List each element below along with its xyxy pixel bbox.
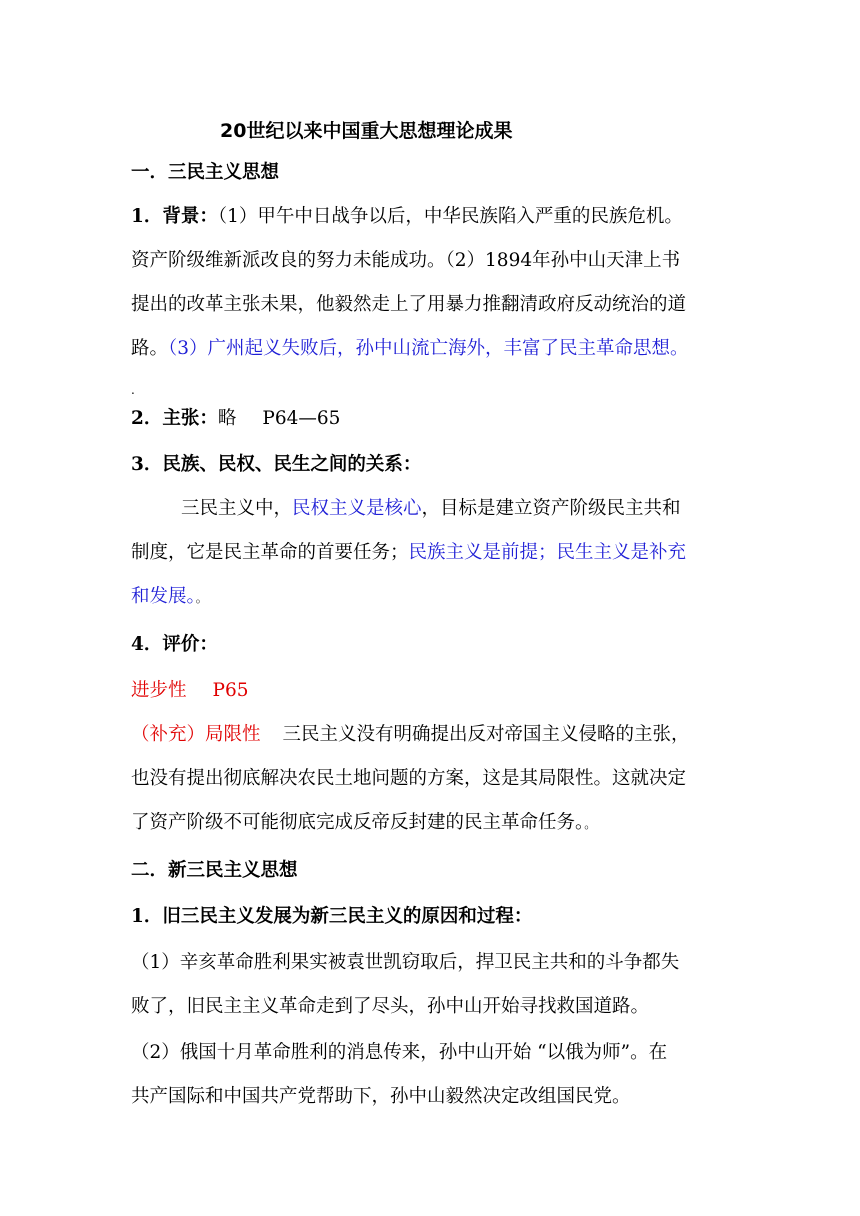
relation-text-2a: 制度，它是民主革命的首要任务； — [131, 542, 409, 563]
background-line-1 — [131, 204, 731, 230]
reason-line-1: （1）辛亥革命胜利果实被袁世凯窃取后，捍卫民主共和的斗争都失 — [131, 952, 680, 973]
relation-text-3: 和发展。 — [131, 586, 196, 607]
limitation-line-3 — [131, 810, 731, 837]
background-text-1: （1）甲午中日战争以后，中华民族陷入严重的民族危机。 — [217, 206, 683, 227]
section-2-heading: 二．新三民主义思想 — [131, 860, 298, 881]
background-text-4a: 路。 — [131, 338, 169, 359]
relation-heading: 3．民族、民权、民生之间的关系： — [131, 454, 422, 475]
reason-line-3: （2）俄国十月革命胜利的消息传来，孙中山开始 “以俄为师”。在 — [131, 1042, 668, 1063]
proposal-label: 2．主张： — [131, 408, 218, 429]
evaluation-heading: 4．评价： — [131, 634, 218, 655]
mark-glyph: . — [131, 383, 135, 397]
progressive-label: 进步性 — [131, 680, 187, 701]
relation-text-1b: 民权主义是核心 — [292, 498, 422, 519]
limitation-text-1: 三民主义没有明确提出反对帝国主义侵略的主张， — [282, 724, 690, 745]
relation-text-2b: 民族主义是前提；民生主义是补充 — [408, 542, 687, 563]
limitation-line-1 — [131, 722, 731, 748]
reason-line-4: 共产国际和中国共产党帮助下，孙中山毅然决定改组国民党。 — [131, 1086, 631, 1107]
limitation-line-2: 也没有提出彻底解决农民土地问题的方案，这是其局限性。这就决定 — [131, 768, 687, 789]
background-label: 1．背景： — [131, 206, 218, 227]
background-line-2: 资产阶级维新派改良的努力未能成功。（2）1894年孙中山天津上书 — [131, 250, 681, 271]
progressive-line — [131, 678, 731, 704]
reason-line-2: 败了，旧民主主义革命走到了尽头，孙中山开始寻找救国道路。 — [131, 996, 650, 1017]
relation-line-1 — [181, 496, 781, 522]
relation-mark: 。 — [195, 591, 208, 605]
background-line-4 — [131, 336, 731, 362]
section-1-heading: 一．三民主义思想 — [131, 162, 280, 183]
proposal-page-ref: P64—65 — [262, 408, 341, 429]
limitation-label: （补充）局限性 — [131, 724, 261, 745]
reason-heading: 1．旧三民主义发展为新三民主义的原因和过程： — [131, 906, 533, 927]
limitation-text-3: 了资产阶级不可能彻底完成反帝反封建的民主革命任务。 — [131, 812, 585, 833]
relation-text-1c: ，目标是建立资产阶级民主共和 — [421, 498, 681, 519]
relation-line-2 — [131, 540, 731, 566]
progressive-page-ref: P65 — [212, 680, 249, 701]
background-text-4b: （3）广州起义失败后，孙中山流亡海外，丰富了民主革命思想。 — [168, 338, 689, 359]
limitation-mark: 。 — [584, 817, 597, 831]
page-title: 20世纪以来中国重大思想理论成果 — [220, 120, 513, 142]
relation-text-1a: 三民主义中， — [181, 498, 293, 519]
proposal-text: 略 — [217, 408, 237, 429]
paragraph-mark — [131, 376, 731, 403]
background-line-3: 提出的改革主张未果，他毅然走上了用暴力推翻清政府反动统治的道 — [131, 294, 687, 315]
proposal-line — [131, 406, 731, 432]
relation-line-3 — [131, 584, 731, 611]
